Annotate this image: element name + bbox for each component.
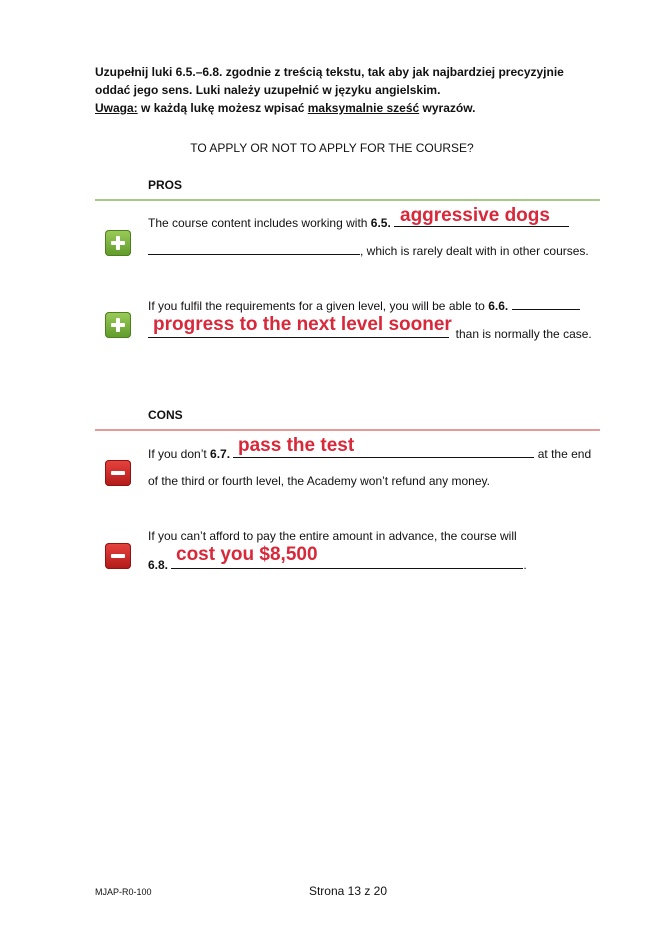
answer-6-6: progress to the next level sooner bbox=[153, 314, 452, 335]
pros-divider bbox=[95, 199, 600, 201]
cons-divider bbox=[95, 429, 600, 431]
item-6-5-suffix: , which is rarely dealt with in other courses. bbox=[360, 244, 589, 258]
item-6-5-prefix: The course content includes working with bbox=[148, 216, 371, 230]
item-6-6-suffix: than is normally the case. bbox=[452, 327, 592, 341]
item-6-8-suffix: . bbox=[523, 558, 527, 572]
item-6-5-line-2 bbox=[148, 243, 589, 258]
item-6-7-line-1 bbox=[148, 446, 591, 461]
gap-6-6-field[interactable] bbox=[512, 298, 580, 310]
item-6-5-number: 6.5. bbox=[370, 216, 391, 230]
document-code: MJAP-R0-100 bbox=[95, 887, 152, 897]
answer-6-5: aggressive dogs bbox=[400, 205, 550, 226]
answer-6-8: cost you $8,500 bbox=[176, 544, 318, 565]
item-6-7-number: 6.7. bbox=[210, 447, 231, 461]
item-6-7-prefix: If you don’t bbox=[148, 447, 211, 461]
page-number: Strona 13 z 20 bbox=[308, 884, 388, 898]
task-instructions bbox=[95, 63, 615, 117]
note-emphasis: maksymalnie sześć bbox=[307, 101, 420, 115]
instruction-line-1: Uzupełnij luki 6.5.–6.8. zgodnie z treścią tekstu, tak aby jak najbardziej precyzyjnie bbox=[95, 65, 564, 79]
plus-icon bbox=[105, 230, 131, 256]
minus-icon bbox=[105, 460, 131, 486]
instruction-note bbox=[95, 99, 615, 117]
item-6-7-suffix: at the end bbox=[534, 447, 592, 461]
plus-icon bbox=[105, 312, 131, 338]
minus-icon bbox=[105, 543, 131, 569]
cons-heading: CONS bbox=[148, 408, 183, 422]
pros-heading: PROS bbox=[148, 178, 183, 192]
note-text-b: wyrazów. bbox=[419, 101, 476, 115]
item-6-6-number: 6.6. bbox=[488, 299, 509, 313]
note-text-a: w każdą lukę możesz wpisać bbox=[137, 101, 308, 115]
gap-6-5-continuation[interactable] bbox=[148, 243, 360, 255]
answer-6-7: pass the test bbox=[238, 435, 355, 456]
item-6-8-line-1: If you can’t afford to pay the entire amount in advance, the course will bbox=[148, 529, 517, 543]
item-6-7-line-2: of the third or fourth level, the Academy won’t refund any money. bbox=[148, 474, 490, 488]
item-6-8-number: 6.8. bbox=[148, 558, 169, 572]
item-6-6-line-1 bbox=[148, 298, 580, 313]
page-title: TO APPLY OR NOT TO APPLY FOR THE COURSE? bbox=[190, 141, 474, 155]
instruction-line-2: oddać jego sens. Luki należy uzupełnić w języku angielskim. bbox=[95, 83, 441, 97]
item-6-6-prefix: If you fulfil the requirements for a given level, you will be able to bbox=[148, 299, 489, 313]
note-label: Uwaga: bbox=[95, 101, 138, 115]
